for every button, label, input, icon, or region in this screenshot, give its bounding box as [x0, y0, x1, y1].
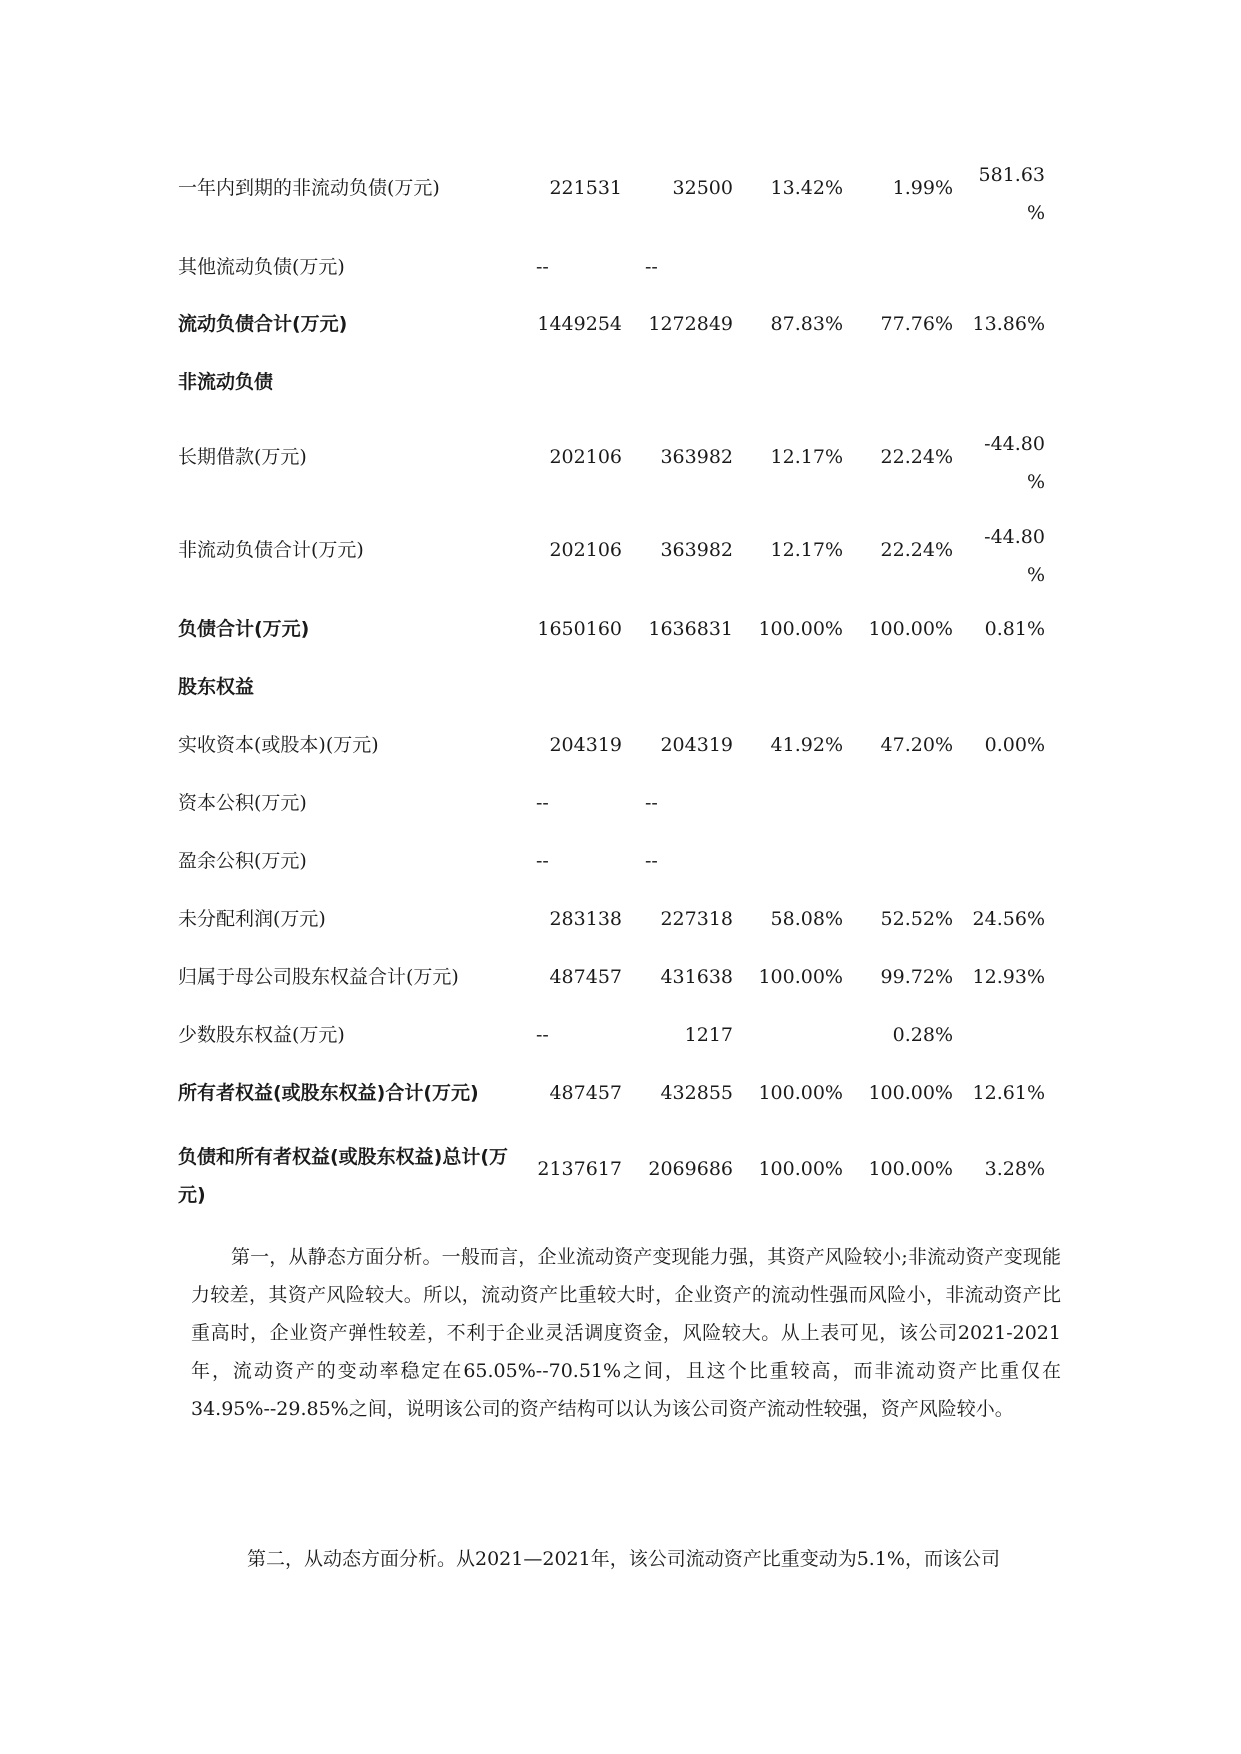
cell-value-wrapped: [955, 518, 1045, 594]
cell-value: 12.61%: [972, 1082, 1045, 1104]
cell-value: 22.24%: [880, 446, 953, 468]
cell-value: 100.00%: [758, 1158, 843, 1180]
row-label: 一年内到期的非流动负债(万元): [178, 177, 440, 199]
cell-value: --: [536, 850, 549, 872]
cell-value: 1.99%: [892, 177, 953, 199]
cell-value: 100.00%: [868, 1082, 953, 1104]
cell-value: 363982: [660, 539, 733, 561]
cell-value: 431638: [660, 966, 733, 988]
cell-value-part: -44.80: [984, 526, 1045, 548]
row-label: 负债和所有者权益(或股东权益)总计(万元): [178, 1146, 509, 1206]
cell-value: --: [536, 792, 549, 814]
row-label: 资本公积(万元): [178, 792, 307, 814]
row-label: 归属于母公司股东权益合计(万元): [178, 966, 459, 988]
cell-value: 12.93%: [972, 966, 1045, 988]
cell-value: 1272849: [648, 313, 733, 335]
cell-value: 487457: [549, 1082, 622, 1104]
cell-value: 32500: [672, 177, 733, 199]
cell-value: 41.92%: [770, 734, 843, 756]
cell-value-wrapped: [955, 156, 1045, 232]
cell-value-part: %: [1026, 202, 1045, 224]
cell-value: 487457: [549, 966, 622, 988]
row-label: 非流动负债合计(万元): [178, 539, 364, 561]
row-label: 实收资本(或股本)(万元): [178, 734, 379, 756]
cell-value: 204319: [549, 734, 622, 756]
cell-value: 13.42%: [770, 177, 843, 199]
cell-value-part: %: [1026, 564, 1045, 586]
row-label: 其他流动负债(万元): [178, 256, 345, 278]
body-paragraph: 第二，从动态方面分析。从2021—2021年，该公司流动资产比重变动为5.1%，而该公司: [247, 1548, 1000, 1570]
cell-value: 202106: [549, 446, 622, 468]
row-label: 盈余公积(万元): [178, 850, 307, 872]
cell-value: 24.56%: [972, 908, 1045, 930]
cell-value: 58.08%: [770, 908, 843, 930]
cell-value: 100.00%: [758, 618, 843, 640]
row-label: 少数股东权益(万元): [178, 1024, 345, 1046]
cell-value: 432855: [660, 1082, 733, 1104]
cell-value-part: 581.63: [978, 164, 1045, 186]
row-label: 流动负债合计(万元): [178, 313, 348, 335]
cell-value: --: [645, 850, 658, 872]
cell-value: 1636831: [648, 618, 733, 640]
cell-value: 12.17%: [770, 446, 843, 468]
cell-value: 363982: [660, 446, 733, 468]
row-label: 未分配利润(万元): [178, 908, 326, 930]
paragraph-text: 第一，从静态方面分析。一般而言，企业流动资产变现能力强，其资产风险较小;非流动资产变现能力较差，其资产风险较大。所以，流动资产比重较大时，企业资产的流动性强而风险小，非流动资产比重高时，企业资产弹性较差，不利于企业灵活调度资金，风险较大。从上表可见，该公司2021-2021年，流动资产的变动率稳定在65.05%--70.51%之间，且这个比重较高，而非流动资产比重仅在34.95%--29.85%之间，说明该公司的资产结构可以认为该公司资产流动性较强，资产风险较小。: [191, 1246, 1061, 1420]
cell-value: 47.20%: [880, 734, 953, 756]
cell-value: 100.00%: [868, 1158, 953, 1180]
body-paragraph: [191, 1238, 1061, 1428]
cell-value: 1650160: [537, 618, 622, 640]
cell-value: 100.00%: [758, 966, 843, 988]
section-label: 股东权益: [178, 676, 255, 698]
row-label: 所有者权益(或股东权益)合计(万元): [178, 1082, 479, 1104]
cell-value: 1449254: [537, 313, 622, 335]
cell-value: 221531: [549, 177, 622, 199]
cell-value: 87.83%: [770, 313, 843, 335]
cell-value: 0.00%: [984, 734, 1045, 756]
cell-value: 52.52%: [880, 908, 953, 930]
cell-value-wrapped: [955, 425, 1045, 501]
cell-value: 13.86%: [972, 313, 1045, 335]
cell-value: 99.72%: [880, 966, 953, 988]
cell-value: 2069686: [648, 1158, 733, 1180]
cell-value: 0.28%: [892, 1024, 953, 1046]
cell-value-part: -44.80: [984, 433, 1045, 455]
cell-value: 3.28%: [984, 1158, 1045, 1180]
row-label: 负债合计(万元): [178, 618, 310, 640]
cell-value: --: [536, 256, 549, 278]
row-label: 长期借款(万元): [178, 446, 307, 468]
cell-value: 2137617: [537, 1158, 622, 1180]
cell-value: --: [645, 792, 658, 814]
cell-value: --: [645, 256, 658, 278]
cell-value: --: [536, 1024, 549, 1046]
cell-value-part: %: [1026, 471, 1045, 493]
cell-value: 100.00%: [758, 1082, 843, 1104]
cell-value: 227318: [660, 908, 733, 930]
cell-value: 283138: [549, 908, 622, 930]
cell-value: 202106: [549, 539, 622, 561]
cell-value: 204319: [660, 734, 733, 756]
cell-value: 22.24%: [880, 539, 953, 561]
cell-value: 12.17%: [770, 539, 843, 561]
cell-value: 100.00%: [868, 618, 953, 640]
cell-value: 1217: [684, 1024, 733, 1046]
section-label: 非流动负债: [178, 371, 274, 393]
cell-value: 0.81%: [984, 618, 1045, 640]
cell-value: 77.76%: [880, 313, 953, 335]
